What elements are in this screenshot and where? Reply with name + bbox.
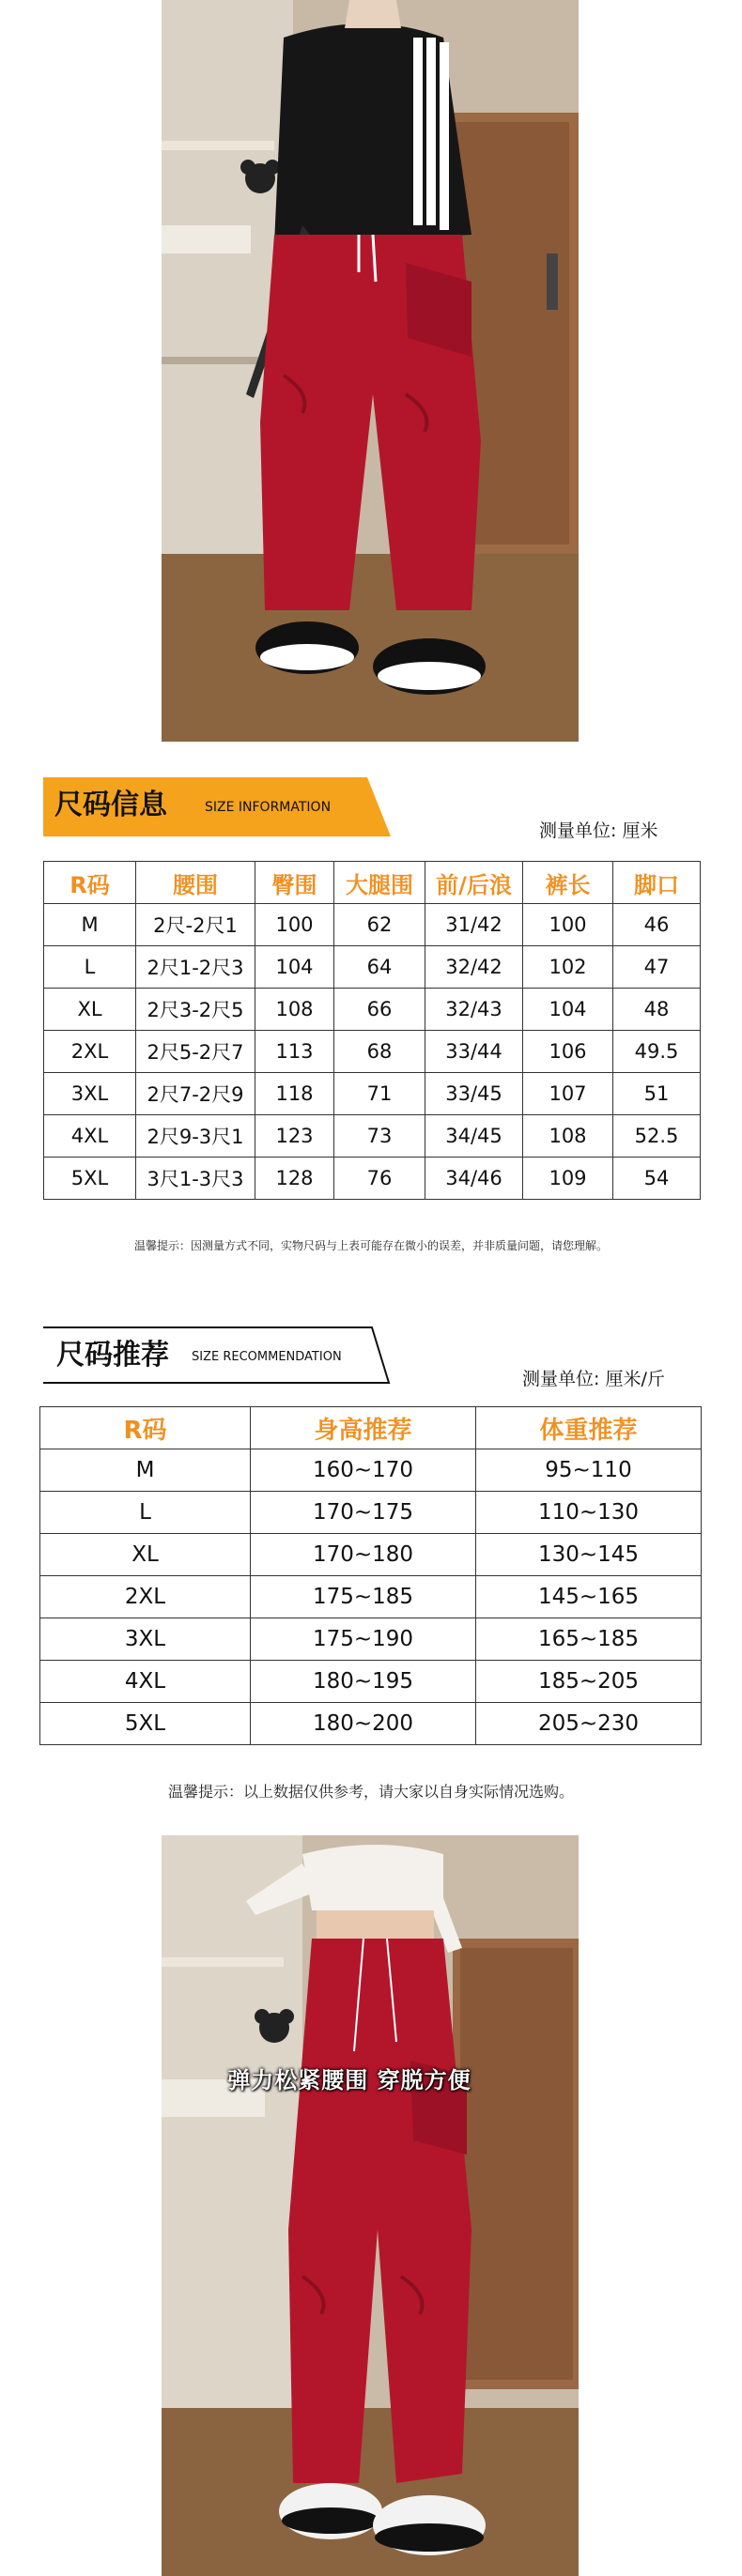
table-cell: 5XL: [40, 1703, 251, 1745]
table-cell: 71: [334, 1073, 425, 1115]
table-row: [40, 1661, 702, 1703]
table-cell: 104: [523, 989, 613, 1031]
table-cell: 51: [613, 1073, 701, 1115]
header-cell: R码: [44, 862, 136, 904]
table-cell: 110~130: [476, 1492, 702, 1534]
table-cell: 106: [523, 1031, 613, 1073]
table-row: [40, 1703, 702, 1745]
table-cell: 76: [334, 1158, 425, 1200]
size-rec-title: 尺码推荐: [56, 1339, 169, 1372]
photo-caption: 弹力松紧腰围 穿脱方便: [227, 2066, 471, 2093]
table-row: [44, 1031, 701, 1073]
table-cell: 123: [255, 1115, 334, 1158]
header-cell: 脚口: [613, 862, 701, 904]
table-row: [44, 989, 701, 1031]
table-cell: 32/42: [425, 946, 523, 989]
table-cell: 49.5: [613, 1031, 701, 1073]
size-rec-header: [43, 1326, 391, 1385]
size-info-title: 尺码信息: [54, 789, 167, 821]
product-photo-top: [162, 0, 579, 742]
table-cell: 2尺7-2尺9: [136, 1073, 255, 1115]
table-cell: 2尺-2尺1: [136, 904, 255, 946]
table-cell: 48: [613, 989, 701, 1031]
table-cell: M: [44, 904, 136, 946]
table-cell: 2尺1-2尺3: [136, 946, 255, 989]
table-cell: 3XL: [44, 1073, 136, 1115]
table-cell: 104: [255, 946, 334, 989]
table-cell: 3XL: [40, 1618, 251, 1661]
table-cell: 54: [613, 1158, 701, 1200]
table-cell: 52.5: [613, 1115, 701, 1158]
table-cell: 109: [523, 1158, 613, 1200]
table-cell: 175~190: [251, 1618, 476, 1661]
table-cell: 34/45: [425, 1115, 523, 1158]
size-info-subtitle: SIZE INFORMATION: [205, 800, 332, 815]
header-cell: 体重推荐: [476, 1407, 702, 1449]
table-cell: 66: [334, 989, 425, 1031]
size-rec-subtitle: SIZE RECOMMENDATION: [192, 1350, 342, 1364]
table-row: [44, 946, 701, 989]
header-cell: 前/后浪: [425, 862, 523, 904]
table-cell: 175~185: [251, 1576, 476, 1618]
table-cell: M: [40, 1449, 251, 1492]
table-cell: 64: [334, 946, 425, 989]
table-cell: 130~145: [476, 1534, 702, 1576]
header-cell: R码: [40, 1407, 251, 1449]
table-cell: 180~195: [251, 1661, 476, 1703]
size-rec-tip: 温馨提示：以上数据仅供参考，请大家以自身实际情况选购。: [167, 1783, 574, 1801]
header-cell: 臀围: [255, 862, 334, 904]
table-row: [44, 1115, 701, 1158]
size-info-tip: 温馨提示：因测量方式不同，实物尺码与上表可能存在微小的误差，并非质量问题，请您理解。: [133, 1239, 608, 1252]
table-cell: 2尺9-3尺1: [136, 1115, 255, 1158]
table-cell: 185~205: [476, 1661, 702, 1703]
table-cell: 107: [523, 1073, 613, 1115]
table-cell: 145~165: [476, 1576, 702, 1618]
size-info-header: [43, 777, 391, 836]
table-header-row: [40, 1407, 702, 1449]
table-cell: 128: [255, 1158, 334, 1200]
table-row: [40, 1534, 702, 1576]
table-cell: 160~170: [251, 1449, 476, 1492]
table-cell: 102: [523, 946, 613, 989]
table-cell: 108: [523, 1115, 613, 1158]
table-cell: 68: [334, 1031, 425, 1073]
table-cell: 108: [255, 989, 334, 1031]
table-cell: 4XL: [40, 1661, 251, 1703]
table-row: [44, 1073, 701, 1115]
table-row: [40, 1576, 702, 1618]
header-cell: 身高推荐: [251, 1407, 476, 1449]
table-row: [40, 1492, 702, 1534]
size-info-table: [43, 861, 701, 1200]
table-cell: 5XL: [44, 1158, 136, 1200]
table-cell: 33/44: [425, 1031, 523, 1073]
table-cell: 205~230: [476, 1703, 702, 1745]
product-photo-bottom: [162, 1835, 579, 2576]
table-cell: 100: [523, 904, 613, 946]
table-cell: XL: [44, 989, 136, 1031]
table-cell: 62: [334, 904, 425, 946]
table-row: [44, 904, 701, 946]
size-rec-unit-note: 测量单位: 厘米/斤: [522, 1369, 665, 1389]
table-cell: 113: [255, 1031, 334, 1073]
table-row: [40, 1618, 702, 1661]
header-cell: 大腿围: [334, 862, 425, 904]
table-cell: 2尺3-2尺5: [136, 989, 255, 1031]
table-cell: 2尺5-2尺7: [136, 1031, 255, 1073]
table-cell: 33/45: [425, 1073, 523, 1115]
table-cell: XL: [40, 1534, 251, 1576]
table-cell: 170~175: [251, 1492, 476, 1534]
table-row: [44, 1158, 701, 1200]
table-cell: 170~180: [251, 1534, 476, 1576]
table-cell: 3尺1-3尺3: [136, 1158, 255, 1200]
table-cell: 4XL: [44, 1115, 136, 1158]
table-cell: 180~200: [251, 1703, 476, 1745]
table-cell: 95~110: [476, 1449, 702, 1492]
size-info-unit-note: 测量单位: 厘米: [539, 820, 658, 841]
table-cell: 2XL: [40, 1576, 251, 1618]
table-cell: 2XL: [44, 1031, 136, 1073]
table-cell: 73: [334, 1115, 425, 1158]
table-cell: L: [44, 946, 136, 989]
table-cell: 100: [255, 904, 334, 946]
size-rec-table: [39, 1406, 702, 1745]
table-cell: L: [40, 1492, 251, 1534]
table-cell: 47: [613, 946, 701, 989]
table-cell: 31/42: [425, 904, 523, 946]
table-row: [40, 1449, 702, 1492]
table-cell: 165~185: [476, 1618, 702, 1661]
table-cell: 32/43: [425, 989, 523, 1031]
header-cell: 腰围: [136, 862, 255, 904]
table-cell: 34/46: [425, 1158, 523, 1200]
table-cell: 118: [255, 1073, 334, 1115]
table-cell: 46: [613, 904, 701, 946]
table-header-row: [44, 862, 701, 904]
header-cell: 裤长: [523, 862, 613, 904]
